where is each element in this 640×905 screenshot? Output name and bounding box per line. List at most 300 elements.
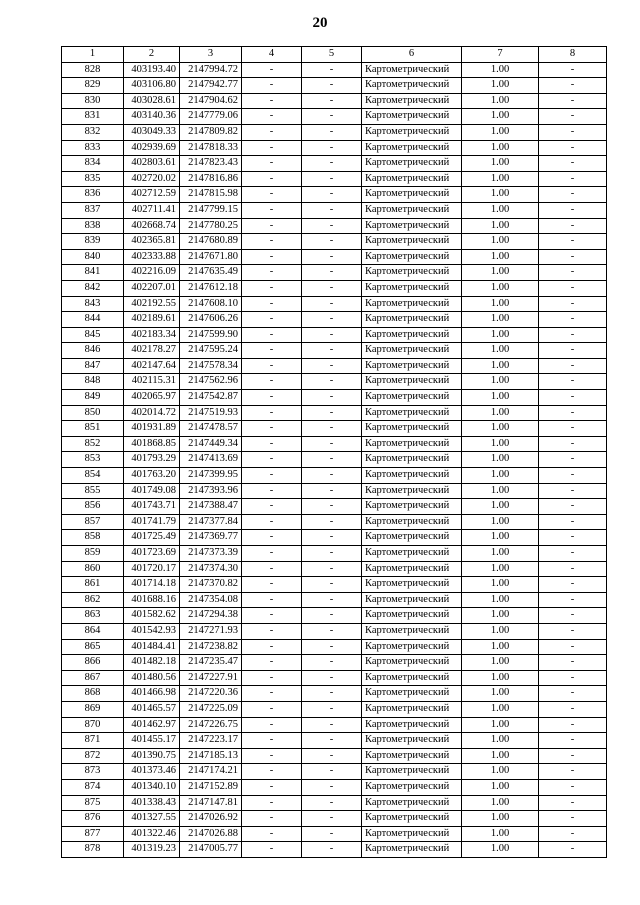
x-coordinate-cell: 401743.71 bbox=[124, 499, 180, 515]
point-number-cell: 873 bbox=[62, 764, 124, 780]
x-coordinate-cell: 402207.01 bbox=[124, 280, 180, 296]
column-4-cell: - bbox=[242, 452, 302, 468]
x-coordinate-cell: 401749.08 bbox=[124, 483, 180, 499]
column-8-cell: - bbox=[539, 639, 607, 655]
point-number-cell: 875 bbox=[62, 795, 124, 811]
method-cell: Картометрический bbox=[362, 623, 462, 639]
table-row bbox=[62, 733, 607, 749]
accuracy-cell: 1.00 bbox=[462, 312, 539, 328]
x-coordinate-cell: 402712.59 bbox=[124, 187, 180, 203]
column-8-cell: - bbox=[539, 171, 607, 187]
column-4-cell: - bbox=[242, 686, 302, 702]
accuracy-cell: 1.00 bbox=[462, 499, 539, 515]
accuracy-cell: 1.00 bbox=[462, 639, 539, 655]
column-5-cell: - bbox=[302, 343, 362, 359]
accuracy-cell: 1.00 bbox=[462, 717, 539, 733]
column-4-cell: - bbox=[242, 717, 302, 733]
point-number-cell: 840 bbox=[62, 249, 124, 265]
x-coordinate-cell: 402147.64 bbox=[124, 358, 180, 374]
accuracy-cell: 1.00 bbox=[462, 561, 539, 577]
column-5-cell: - bbox=[302, 826, 362, 842]
column-8-cell: - bbox=[539, 655, 607, 671]
point-number-cell: 865 bbox=[62, 639, 124, 655]
method-cell: Картометрический bbox=[362, 140, 462, 156]
column-4-cell: - bbox=[242, 390, 302, 406]
method-cell: Картометрический bbox=[362, 795, 462, 811]
point-number-cell: 847 bbox=[62, 358, 124, 374]
method-cell: Картометрический bbox=[362, 312, 462, 328]
x-coordinate-cell: 402365.81 bbox=[124, 234, 180, 250]
x-coordinate-cell: 401327.55 bbox=[124, 811, 180, 827]
accuracy-cell: 1.00 bbox=[462, 436, 539, 452]
method-cell: Картометрический bbox=[362, 468, 462, 484]
y-coordinate-cell: 2147152.89 bbox=[180, 779, 242, 795]
column-5-cell: - bbox=[302, 623, 362, 639]
method-cell: Картометрический bbox=[362, 249, 462, 265]
method-cell: Картометрический bbox=[362, 499, 462, 515]
accuracy-cell: 1.00 bbox=[462, 249, 539, 265]
column-8-cell: - bbox=[539, 202, 607, 218]
column-header: 6 bbox=[362, 47, 462, 63]
method-cell: Картометрический bbox=[362, 655, 462, 671]
column-5-cell: - bbox=[302, 701, 362, 717]
column-5-cell: - bbox=[302, 764, 362, 780]
accuracy-cell: 1.00 bbox=[462, 187, 539, 203]
column-5-cell: - bbox=[302, 421, 362, 437]
column-8-cell: - bbox=[539, 327, 607, 343]
column-4-cell: - bbox=[242, 468, 302, 484]
column-8-cell: - bbox=[539, 795, 607, 811]
column-5-cell: - bbox=[302, 733, 362, 749]
table-row bbox=[62, 499, 607, 515]
accuracy-cell: 1.00 bbox=[462, 623, 539, 639]
table-row bbox=[62, 421, 607, 437]
accuracy-cell: 1.00 bbox=[462, 764, 539, 780]
column-5-cell: - bbox=[302, 78, 362, 94]
column-header: 8 bbox=[539, 47, 607, 63]
x-coordinate-cell: 402178.27 bbox=[124, 343, 180, 359]
point-number-cell: 835 bbox=[62, 171, 124, 187]
table-row bbox=[62, 577, 607, 593]
table-row bbox=[62, 561, 607, 577]
accuracy-cell: 1.00 bbox=[462, 546, 539, 562]
y-coordinate-cell: 2147413.69 bbox=[180, 452, 242, 468]
y-coordinate-cell: 2147374.30 bbox=[180, 561, 242, 577]
y-coordinate-cell: 2147399.95 bbox=[180, 468, 242, 484]
y-coordinate-cell: 2147680.89 bbox=[180, 234, 242, 250]
x-coordinate-cell: 401484.41 bbox=[124, 639, 180, 655]
y-coordinate-cell: 2147369.77 bbox=[180, 530, 242, 546]
point-number-cell: 876 bbox=[62, 811, 124, 827]
table-row bbox=[62, 265, 607, 281]
y-coordinate-cell: 2147225.09 bbox=[180, 701, 242, 717]
point-number-cell: 858 bbox=[62, 530, 124, 546]
point-number-cell: 874 bbox=[62, 779, 124, 795]
y-coordinate-cell: 2147815.98 bbox=[180, 187, 242, 203]
point-number-cell: 850 bbox=[62, 405, 124, 421]
method-cell: Картометрический bbox=[362, 639, 462, 655]
column-4-cell: - bbox=[242, 530, 302, 546]
y-coordinate-cell: 2147147.81 bbox=[180, 795, 242, 811]
method-cell: Картометрический bbox=[362, 358, 462, 374]
column-8-cell: - bbox=[539, 670, 607, 686]
method-cell: Картометрический bbox=[362, 109, 462, 125]
accuracy-cell: 1.00 bbox=[462, 234, 539, 250]
x-coordinate-cell: 401793.29 bbox=[124, 452, 180, 468]
x-coordinate-cell: 401714.18 bbox=[124, 577, 180, 593]
method-cell: Картометрический bbox=[362, 530, 462, 546]
accuracy-cell: 1.00 bbox=[462, 779, 539, 795]
method-cell: Картометрический bbox=[362, 421, 462, 437]
method-cell: Картометрический bbox=[362, 764, 462, 780]
y-coordinate-cell: 2147818.33 bbox=[180, 140, 242, 156]
column-5-cell: - bbox=[302, 468, 362, 484]
accuracy-cell: 1.00 bbox=[462, 140, 539, 156]
column-4-cell: - bbox=[242, 748, 302, 764]
y-coordinate-cell: 2147354.08 bbox=[180, 592, 242, 608]
x-coordinate-cell: 403193.40 bbox=[124, 62, 180, 78]
point-number-cell: 832 bbox=[62, 124, 124, 140]
column-5-cell: - bbox=[302, 795, 362, 811]
accuracy-cell: 1.00 bbox=[462, 62, 539, 78]
column-5-cell: - bbox=[302, 577, 362, 593]
column-5-cell: - bbox=[302, 374, 362, 390]
y-coordinate-cell: 2147174.21 bbox=[180, 764, 242, 780]
column-4-cell: - bbox=[242, 436, 302, 452]
point-number-cell: 855 bbox=[62, 483, 124, 499]
x-coordinate-cell: 402183.34 bbox=[124, 327, 180, 343]
column-8-cell: - bbox=[539, 577, 607, 593]
column-4-cell: - bbox=[242, 561, 302, 577]
accuracy-cell: 1.00 bbox=[462, 733, 539, 749]
x-coordinate-cell: 401462.97 bbox=[124, 717, 180, 733]
column-5-cell: - bbox=[302, 530, 362, 546]
accuracy-cell: 1.00 bbox=[462, 795, 539, 811]
x-coordinate-cell: 402939.69 bbox=[124, 140, 180, 156]
table-row bbox=[62, 327, 607, 343]
column-4-cell: - bbox=[242, 93, 302, 109]
table-row bbox=[62, 171, 607, 187]
y-coordinate-cell: 2147542.87 bbox=[180, 390, 242, 406]
y-coordinate-cell: 2147904.62 bbox=[180, 93, 242, 109]
method-cell: Картометрический bbox=[362, 187, 462, 203]
table-row bbox=[62, 670, 607, 686]
table-row bbox=[62, 826, 607, 842]
table-row bbox=[62, 623, 607, 639]
x-coordinate-cell: 401688.16 bbox=[124, 592, 180, 608]
column-5-cell: - bbox=[302, 390, 362, 406]
y-coordinate-cell: 2147635.49 bbox=[180, 265, 242, 281]
accuracy-cell: 1.00 bbox=[462, 811, 539, 827]
column-4-cell: - bbox=[242, 577, 302, 593]
column-5-cell: - bbox=[302, 748, 362, 764]
accuracy-cell: 1.00 bbox=[462, 109, 539, 125]
method-cell: Картометрический bbox=[362, 124, 462, 140]
column-4-cell: - bbox=[242, 608, 302, 624]
column-5-cell: - bbox=[302, 296, 362, 312]
accuracy-cell: 1.00 bbox=[462, 826, 539, 842]
accuracy-cell: 1.00 bbox=[462, 171, 539, 187]
method-cell: Картометрический bbox=[362, 779, 462, 795]
column-8-cell: - bbox=[539, 280, 607, 296]
table-row bbox=[62, 234, 607, 250]
column-4-cell: - bbox=[242, 140, 302, 156]
column-4-cell: - bbox=[242, 499, 302, 515]
point-number-cell: 839 bbox=[62, 234, 124, 250]
accuracy-cell: 1.00 bbox=[462, 701, 539, 717]
column-8-cell: - bbox=[539, 483, 607, 499]
y-coordinate-cell: 2147994.72 bbox=[180, 62, 242, 78]
y-coordinate-cell: 2147238.82 bbox=[180, 639, 242, 655]
table-row bbox=[62, 374, 607, 390]
y-coordinate-cell: 2147294.38 bbox=[180, 608, 242, 624]
column-5-cell: - bbox=[302, 62, 362, 78]
column-5-cell: - bbox=[302, 842, 362, 858]
point-number-cell: 841 bbox=[62, 265, 124, 281]
table-row bbox=[62, 779, 607, 795]
table-row bbox=[62, 639, 607, 655]
column-8-cell: - bbox=[539, 842, 607, 858]
x-coordinate-cell: 401455.17 bbox=[124, 733, 180, 749]
table-row bbox=[62, 514, 607, 530]
x-coordinate-cell: 402711.41 bbox=[124, 202, 180, 218]
accuracy-cell: 1.00 bbox=[462, 218, 539, 234]
column-4-cell: - bbox=[242, 265, 302, 281]
point-number-cell: 866 bbox=[62, 655, 124, 671]
x-coordinate-cell: 402192.55 bbox=[124, 296, 180, 312]
point-number-cell: 852 bbox=[62, 436, 124, 452]
column-4-cell: - bbox=[242, 202, 302, 218]
table-row bbox=[62, 93, 607, 109]
y-coordinate-cell: 2147809.82 bbox=[180, 124, 242, 140]
column-4-cell: - bbox=[242, 405, 302, 421]
x-coordinate-cell: 401340.10 bbox=[124, 779, 180, 795]
method-cell: Картометрический bbox=[362, 811, 462, 827]
point-number-cell: 849 bbox=[62, 390, 124, 406]
column-8-cell: - bbox=[539, 686, 607, 702]
x-coordinate-cell: 402014.72 bbox=[124, 405, 180, 421]
column-5-cell: - bbox=[302, 405, 362, 421]
column-header: 7 bbox=[462, 47, 539, 63]
table-row bbox=[62, 358, 607, 374]
y-coordinate-cell: 2147393.96 bbox=[180, 483, 242, 499]
accuracy-cell: 1.00 bbox=[462, 296, 539, 312]
x-coordinate-cell: 402216.09 bbox=[124, 265, 180, 281]
accuracy-cell: 1.00 bbox=[462, 265, 539, 281]
table-row bbox=[62, 530, 607, 546]
column-4-cell: - bbox=[242, 483, 302, 499]
x-coordinate-cell: 403028.61 bbox=[124, 93, 180, 109]
column-8-cell: - bbox=[539, 811, 607, 827]
column-4-cell: - bbox=[242, 639, 302, 655]
y-coordinate-cell: 2147220.36 bbox=[180, 686, 242, 702]
table-header-row bbox=[62, 47, 607, 63]
table-row bbox=[62, 312, 607, 328]
point-number-cell: 863 bbox=[62, 608, 124, 624]
y-coordinate-cell: 2147599.90 bbox=[180, 327, 242, 343]
column-5-cell: - bbox=[302, 358, 362, 374]
table-row bbox=[62, 546, 607, 562]
table-row bbox=[62, 795, 607, 811]
x-coordinate-cell: 401582.62 bbox=[124, 608, 180, 624]
x-coordinate-cell: 401465.57 bbox=[124, 701, 180, 717]
column-8-cell: - bbox=[539, 701, 607, 717]
column-5-cell: - bbox=[302, 156, 362, 172]
y-coordinate-cell: 2147227.91 bbox=[180, 670, 242, 686]
accuracy-cell: 1.00 bbox=[462, 608, 539, 624]
column-8-cell: - bbox=[539, 530, 607, 546]
method-cell: Картометрический bbox=[362, 78, 462, 94]
method-cell: Картометрический bbox=[362, 826, 462, 842]
table-row bbox=[62, 405, 607, 421]
column-5-cell: - bbox=[302, 592, 362, 608]
column-4-cell: - bbox=[242, 171, 302, 187]
x-coordinate-cell: 403049.33 bbox=[124, 124, 180, 140]
method-cell: Картометрический bbox=[362, 546, 462, 562]
column-4-cell: - bbox=[242, 156, 302, 172]
column-8-cell: - bbox=[539, 140, 607, 156]
column-8-cell: - bbox=[539, 78, 607, 94]
method-cell: Картометрический bbox=[362, 452, 462, 468]
accuracy-cell: 1.00 bbox=[462, 842, 539, 858]
y-coordinate-cell: 2147185.13 bbox=[180, 748, 242, 764]
point-number-cell: 868 bbox=[62, 686, 124, 702]
column-8-cell: - bbox=[539, 249, 607, 265]
table-row bbox=[62, 78, 607, 94]
point-number-cell: 846 bbox=[62, 343, 124, 359]
y-coordinate-cell: 2147026.88 bbox=[180, 826, 242, 842]
method-cell: Картометрический bbox=[362, 390, 462, 406]
method-cell: Картометрический bbox=[362, 327, 462, 343]
column-8-cell: - bbox=[539, 717, 607, 733]
point-number-cell: 833 bbox=[62, 140, 124, 156]
table-row bbox=[62, 156, 607, 172]
column-5-cell: - bbox=[302, 187, 362, 203]
accuracy-cell: 1.00 bbox=[462, 655, 539, 671]
point-number-cell: 844 bbox=[62, 312, 124, 328]
column-8-cell: - bbox=[539, 296, 607, 312]
y-coordinate-cell: 2147606.26 bbox=[180, 312, 242, 328]
column-8-cell: - bbox=[539, 514, 607, 530]
column-5-cell: - bbox=[302, 670, 362, 686]
table-row bbox=[62, 748, 607, 764]
x-coordinate-cell: 401482.18 bbox=[124, 655, 180, 671]
column-5-cell: - bbox=[302, 452, 362, 468]
accuracy-cell: 1.00 bbox=[462, 327, 539, 343]
accuracy-cell: 1.00 bbox=[462, 124, 539, 140]
y-coordinate-cell: 2147370.82 bbox=[180, 577, 242, 593]
column-8-cell: - bbox=[539, 623, 607, 639]
x-coordinate-cell: 402115.31 bbox=[124, 374, 180, 390]
y-coordinate-cell: 2147816.86 bbox=[180, 171, 242, 187]
y-coordinate-cell: 2147799.15 bbox=[180, 202, 242, 218]
accuracy-cell: 1.00 bbox=[462, 468, 539, 484]
method-cell: Картометрический bbox=[362, 405, 462, 421]
column-5-cell: - bbox=[302, 561, 362, 577]
column-8-cell: - bbox=[539, 343, 607, 359]
column-8-cell: - bbox=[539, 452, 607, 468]
table-row bbox=[62, 811, 607, 827]
accuracy-cell: 1.00 bbox=[462, 530, 539, 546]
column-5-cell: - bbox=[302, 514, 362, 530]
column-4-cell: - bbox=[242, 312, 302, 328]
x-coordinate-cell: 401319.23 bbox=[124, 842, 180, 858]
table-body bbox=[62, 62, 607, 857]
x-coordinate-cell: 401466.98 bbox=[124, 686, 180, 702]
point-number-cell: 845 bbox=[62, 327, 124, 343]
point-number-cell: 867 bbox=[62, 670, 124, 686]
column-4-cell: - bbox=[242, 701, 302, 717]
table-row bbox=[62, 764, 607, 780]
y-coordinate-cell: 2147226.75 bbox=[180, 717, 242, 733]
y-coordinate-cell: 2147671.80 bbox=[180, 249, 242, 265]
y-coordinate-cell: 2147612.18 bbox=[180, 280, 242, 296]
method-cell: Картометрический bbox=[362, 62, 462, 78]
point-number-cell: 861 bbox=[62, 577, 124, 593]
table-row bbox=[62, 701, 607, 717]
accuracy-cell: 1.00 bbox=[462, 93, 539, 109]
column-5-cell: - bbox=[302, 717, 362, 733]
column-4-cell: - bbox=[242, 109, 302, 125]
accuracy-cell: 1.00 bbox=[462, 421, 539, 437]
table-row bbox=[62, 249, 607, 265]
y-coordinate-cell: 2147779.06 bbox=[180, 109, 242, 125]
column-8-cell: - bbox=[539, 187, 607, 203]
column-5-cell: - bbox=[302, 93, 362, 109]
point-number-cell: 830 bbox=[62, 93, 124, 109]
point-number-cell: 872 bbox=[62, 748, 124, 764]
column-5-cell: - bbox=[302, 124, 362, 140]
column-5-cell: - bbox=[302, 312, 362, 328]
column-4-cell: - bbox=[242, 842, 302, 858]
y-coordinate-cell: 2147026.92 bbox=[180, 811, 242, 827]
point-number-cell: 837 bbox=[62, 202, 124, 218]
x-coordinate-cell: 401322.46 bbox=[124, 826, 180, 842]
column-5-cell: - bbox=[302, 234, 362, 250]
column-8-cell: - bbox=[539, 265, 607, 281]
x-coordinate-cell: 401720.17 bbox=[124, 561, 180, 577]
table-row bbox=[62, 452, 607, 468]
y-coordinate-cell: 2147780.25 bbox=[180, 218, 242, 234]
method-cell: Картометрический bbox=[362, 93, 462, 109]
point-number-cell: 856 bbox=[62, 499, 124, 515]
accuracy-cell: 1.00 bbox=[462, 748, 539, 764]
point-number-cell: 871 bbox=[62, 733, 124, 749]
x-coordinate-cell: 402668.74 bbox=[124, 218, 180, 234]
column-5-cell: - bbox=[302, 483, 362, 499]
column-4-cell: - bbox=[242, 124, 302, 140]
x-coordinate-cell: 402803.61 bbox=[124, 156, 180, 172]
column-8-cell: - bbox=[539, 546, 607, 562]
y-coordinate-cell: 2147373.39 bbox=[180, 546, 242, 562]
table-row bbox=[62, 109, 607, 125]
method-cell: Картометрический bbox=[362, 748, 462, 764]
column-5-cell: - bbox=[302, 327, 362, 343]
column-header: 1 bbox=[62, 47, 124, 63]
column-5-cell: - bbox=[302, 109, 362, 125]
point-number-cell: 857 bbox=[62, 514, 124, 530]
column-4-cell: - bbox=[242, 187, 302, 203]
accuracy-cell: 1.00 bbox=[462, 577, 539, 593]
column-8-cell: - bbox=[539, 561, 607, 577]
method-cell: Картометрический bbox=[362, 265, 462, 281]
column-8-cell: - bbox=[539, 109, 607, 125]
column-5-cell: - bbox=[302, 499, 362, 515]
point-number-cell: 854 bbox=[62, 468, 124, 484]
y-coordinate-cell: 2147942.77 bbox=[180, 78, 242, 94]
column-8-cell: - bbox=[539, 62, 607, 78]
table-row bbox=[62, 140, 607, 156]
